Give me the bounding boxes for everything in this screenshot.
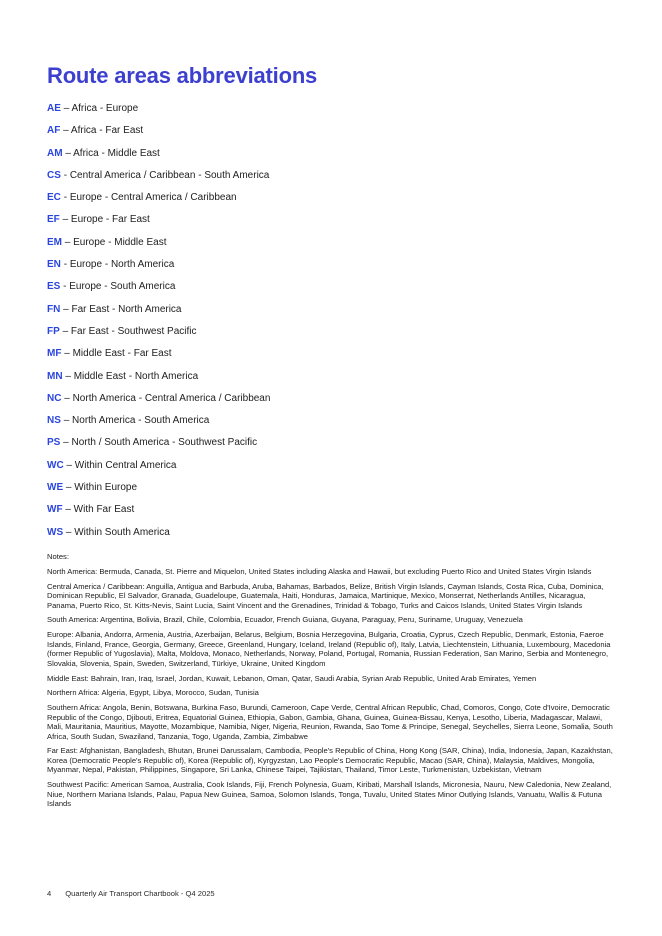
abbreviation-separator: – [63, 125, 69, 137]
abbreviation-description: North / South America - Southwest Pacific [71, 437, 258, 449]
abbreviation-row [47, 98, 616, 120]
abbreviation-separator: – [65, 482, 72, 494]
abbreviation-row [47, 410, 616, 432]
note-paragraph: Middle East: Bahrain, Iran, Iraq, Israel, Jordan, Kuwait, Lebanon, Oman, Qatar, Saudi Arabia, Syrian Arab Republic, United Arab Emirates, Yemen [47, 673, 537, 683]
abbreviation-description: Middle East - North America [73, 370, 199, 382]
abbreviation-row [47, 499, 616, 521]
abbreviation-code: FN [47, 303, 61, 315]
abbreviation-code: WE [47, 482, 64, 494]
abbreviation-separator: – [63, 437, 69, 449]
abbreviation-code: NS [47, 415, 61, 427]
abbreviation-code: EF [47, 214, 60, 226]
abbreviation-row [47, 120, 616, 142]
abbreviation-description: Europe - North America [69, 259, 175, 271]
note-paragraph: Europe: Albania, Andorra, Armenia, Austria, Azerbaijan, Belarus, Belgium, Bosnia Herzegovina, Bulgaria, Croatia, Cyprus, Czech Republic, Denmark, Estonia, Faeroe Islands, Finland, France, Georgia, Germany, Greece, Greenland, Hungary, Iceland, Ireland (Republic of), Italy, Latvia, Liechtenstein, Lithuania, Luxembourg, Macedonia (former Republic of Yugoslavia), Malta, Moldova, Monaco, Netherlands, Norway, Poland, Portugal, Romania, Russian Federation, San Marino, Serbia and Montenegro, Slovakia, Slovenia, Spain, Sweden, Switzerland, Türkiye, Ukraine, United Kingdom [47, 630, 611, 668]
abbreviation-code: WF [47, 504, 63, 516]
note-paragraph: Southern Africa: Angola, Benin, Botswana, Burkina Faso, Burundi, Cameroon, Cape Verde, Central African Republic, Chad, Comoros, Congo, Cote d'Ivoire, Democratic Republic of the Congo, Djibouti, Eritrea, Equatorial Guinea, Ethiopia, Gabon, Gambia, Ghana, Guinea, Guinea-Bissau, Kenya, Lesotho, Liberia, Madagascar, Malawi, Mali, Mauritania, Mauritius, Mayotte, Mozambique, Namibia, Niger, Nigeria, Reunion, Rwanda, Sao Tome & Principe, Senegal, Seychelles, Sierra Leone, Somalia, South Africa, South Sudan, Swaziland, Tanzania, Togo, Uganda, Zambia, Zimbabwe [47, 703, 613, 741]
abbreviation-separator: – [65, 526, 72, 538]
abbreviation-code: EC [47, 192, 61, 204]
notes-list [47, 567, 616, 809]
abbreviation-description: Europe - Middle East [73, 236, 167, 248]
abbreviation-row [47, 366, 616, 388]
abbreviation-description: Europe - South America [69, 281, 176, 293]
page-footer [47, 889, 215, 898]
abbreviation-code: AE [47, 103, 61, 114]
abbreviation-row [47, 477, 616, 499]
abbreviation-row [47, 388, 616, 410]
abbreviation-row [47, 321, 616, 343]
abbreviation-separator: – [65, 504, 71, 516]
abbreviation-separator: – [64, 348, 70, 360]
abbreviation-description: Africa - Middle East [73, 147, 160, 159]
abbreviation-code: EM [47, 236, 62, 248]
note-paragraph: Far East: Afghanistan, Bangladesh, Bhutan, Brunei Darussalam, Cambodia, People's Republic of China, Hong Kong (SAR, China), India, Indonesia, Japan, Kazakhstan, Korea (Democratic People's Republic of), Korea (Republic of), Kyrgyzstan, Lao People's Democratic Republic, Macao (SAR, China), Malaysia, Maldives, Mongolia, Myanmar, Nepal, Pakistan, Philippines, Singapore, Sri Lanka, Chinese Taipei, Tajikistan, Thailand, Timor Leste, Turkmenistan, Uzbekistan, Vietnam [47, 746, 613, 775]
abbreviation-description: Africa - Europe [71, 103, 139, 114]
abbreviation-row [47, 276, 616, 298]
abbreviation-row [47, 165, 616, 187]
abbreviation-separator: – [63, 103, 70, 114]
abbreviation-separator: - [63, 259, 68, 271]
abbreviation-row [47, 232, 616, 254]
notes-heading: Notes: [47, 551, 69, 561]
abbreviation-description: Within Europe [74, 482, 138, 494]
page-title: Route areas abbreviations [47, 63, 318, 88]
abbreviation-row [47, 254, 616, 276]
abbreviation-code: MN [47, 370, 63, 382]
abbreviation-description: Europe - Far East [70, 214, 150, 226]
abbreviation-separator: - [63, 169, 68, 181]
page-number: 4 [47, 889, 52, 898]
note-paragraph: Central America / Caribbean: Anguilla, Antigua and Barbuda, Aruba, Bahamas, Barbados, Belize, British Virgin Islands, Cayman Islands, Costa Rica, Cuba, Dominica, Dominican Republic, El Salvador, Granada, Guadeloupe, Guatemala, Haiti, Honduras, Jamaica, Martinique, Mexico, Monserrat, Netherlands Antilles, Nicaragua, Panama, Puerto Rico, St. Kitts-Nevis, Saint Lucia, Saint Vincent and the Grenadines, Trinidad & Tobago, Turks and Caicos Islands, United States Virgin Islands [47, 581, 604, 610]
abbreviation-separator: – [66, 459, 73, 471]
abbreviation-code: NC [47, 392, 62, 404]
abbreviation-description: Central America / Caribbean - South America [69, 169, 270, 181]
abbreviation-separator: – [64, 236, 71, 248]
abbreviation-code: AM [47, 147, 63, 159]
abbreviation-list [47, 98, 616, 544]
abbreviation-row [47, 432, 616, 454]
abbreviation-description: Within Central America [74, 459, 177, 471]
abbreviation-description: Africa - Far East [70, 125, 144, 137]
abbreviation-code: EN [47, 259, 61, 271]
abbreviation-separator: - [63, 281, 67, 293]
abbreviation-row [47, 455, 616, 477]
abbreviation-separator: – [63, 415, 70, 427]
abbreviation-separator: – [65, 370, 71, 382]
abbreviation-code: WC [47, 459, 64, 471]
note-paragraph: Southwest Pacific: American Samoa, Australia, Cook Islands, Fiji, French Polynesia, Guam, Kiribati, Marshall Islands, Micronesia, Nauru, New Caledonia, New Zealand, Niue, Northern Mariana Islands, Palau, Papua New Guinea, Samoa, Solomon Islands, Tonga, Tuvalu, United States Minor Outlying Islands, Vanuatu, Wallis & Futuna Islands [47, 780, 612, 808]
abbreviation-separator: – [64, 392, 70, 404]
abbreviation-description: With Far East [73, 504, 135, 516]
abbreviation-code: PS [47, 437, 61, 449]
note-paragraph: South America: Argentina, Bolivia, Brazil, Chile, Colombia, Ecuador, French Guiana, Guyana, Paraguay, Peru, Suriname, Uruguay, Venezuela [47, 615, 523, 625]
notes-section [47, 552, 616, 808]
footer-text: Quarterly Air Transport Chartbook - Q4 2025 [65, 889, 215, 898]
abbreviation-row [47, 187, 616, 209]
abbreviation-separator: – [62, 214, 69, 226]
abbreviation-code: ES [47, 281, 61, 293]
abbreviation-description: Within South America [74, 526, 170, 538]
abbreviation-row [47, 522, 616, 544]
abbreviation-code: FP [47, 325, 60, 337]
note-paragraph: Northern Africa: Algeria, Egypt, Libya, Morocco, Sudan, Tunisia [47, 688, 259, 698]
abbreviation-row [47, 143, 616, 165]
abbreviation-code: CS [47, 169, 61, 181]
abbreviation-code: WS [47, 526, 64, 538]
abbreviation-description: North America - Central America / Caribbean [72, 392, 271, 404]
abbreviation-description: Middle East - Far East [72, 348, 172, 360]
abbreviation-code: MF [47, 348, 62, 360]
abbreviation-description: Far East - Southwest Pacific [70, 325, 197, 337]
abbreviation-separator: – [62, 325, 69, 337]
abbreviation-separator: - [63, 192, 68, 204]
abbreviation-description: North America - South America [72, 415, 210, 427]
abbreviation-row [47, 209, 616, 231]
abbreviation-row [47, 299, 616, 321]
abbreviation-separator: – [65, 147, 71, 159]
note-paragraph: North America: Bermuda, Canada, St. Pierre and Miquelon, United States including Alaska and Hawaii, but excluding Puerto Rico and United States Virgin Islands [47, 566, 592, 576]
abbreviation-code: AF [47, 125, 61, 137]
abbreviation-separator: – [63, 303, 69, 315]
abbreviation-row [47, 343, 616, 365]
abbreviation-description: Europe - Central America / Caribbean [69, 192, 237, 204]
abbreviation-description: Far East - North America [71, 303, 182, 315]
